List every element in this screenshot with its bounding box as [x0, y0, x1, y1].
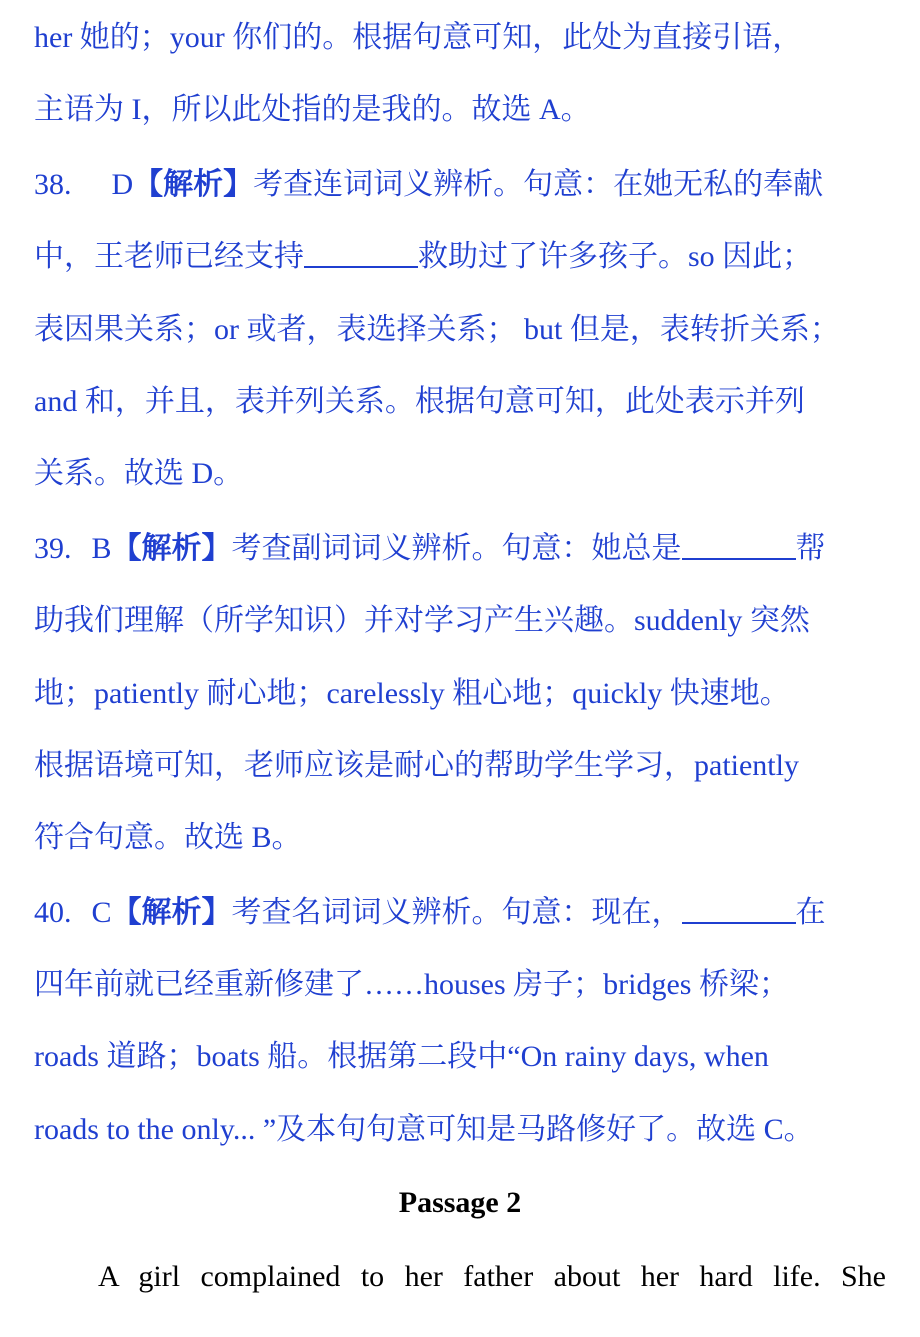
text-segment: 在 — [795, 896, 826, 929]
explanation-line: 助我们理解（所学知识）并对学习产生兴趣。suddenly 突然 — [34, 604, 810, 637]
analysis-tag: 【解析】 — [111, 896, 232, 929]
explanation-line: 主语为 I，所以此处指的是我的。故选 A。 — [34, 93, 591, 126]
explanation-line: 四年前就已经重新修建了……houses 房子；bridges 桥梁； — [34, 968, 789, 1001]
explanation-line: 关系。故选 D。 — [34, 457, 244, 490]
question-38-header — [34, 165, 886, 205]
question-39-header — [34, 529, 886, 569]
analysis-text: 考查副词词义辨析。句意：她总是 — [231, 532, 682, 565]
question-number: 40. — [34, 896, 72, 929]
question-40-header — [34, 893, 886, 933]
explanation-line: her 她的；your 你们的。根据句意可知，此处为直接引语， — [34, 21, 803, 54]
answer-letter: D — [111, 168, 134, 201]
analysis-text: 考查连词词义辨析。句意：在她无私的奉献 — [253, 168, 824, 201]
explanation-line: roads to the only... ”及本句句意可知是马路修好了。故选 C。 — [34, 1113, 814, 1146]
answer-blank — [682, 530, 796, 560]
explanation-line: 地；patiently 耐心地；carelessly 粗心地；quickly 快速地。 — [34, 677, 790, 710]
text-segment: 帮 — [795, 532, 826, 565]
explanation-line: 根据语境可知，老师应该是耐心的帮助学生学习，patiently — [34, 749, 799, 782]
explanation-line: 符合句意。故选 B。 — [34, 821, 302, 854]
explanation-line: 表因果关系；or 或者，表选择关系； but 但是，表转折关系； — [34, 313, 840, 346]
passage-first-line: A girl complained to her father about her hard life. She — [98, 1260, 886, 1293]
text-segment: 中，王老师已经支持 — [34, 240, 304, 273]
answer-blank — [304, 238, 418, 268]
text-segment: 救助过了许多孩子。so 因此； — [418, 240, 813, 273]
passage-title: Passage 2 — [398, 1186, 522, 1219]
answer-letter: B — [91, 532, 112, 565]
answer-letter: C — [91, 896, 112, 929]
analysis-tag: 【解析】 — [133, 168, 254, 201]
explanation-line: and 和，并且，表并列关系。根据句意可知，此处表示并列 — [34, 385, 805, 418]
analysis-text: 考查名词词义辨析。句意：现在， — [231, 896, 682, 929]
answer-blank — [682, 894, 796, 924]
explanation-line: roads 道路；boats 船。根据第二段中“On rainy days, when — [34, 1040, 769, 1073]
explanation-line — [34, 237, 886, 277]
analysis-tag: 【解析】 — [111, 532, 232, 565]
question-number: 39. — [34, 532, 72, 565]
question-number: 38. — [34, 168, 72, 201]
